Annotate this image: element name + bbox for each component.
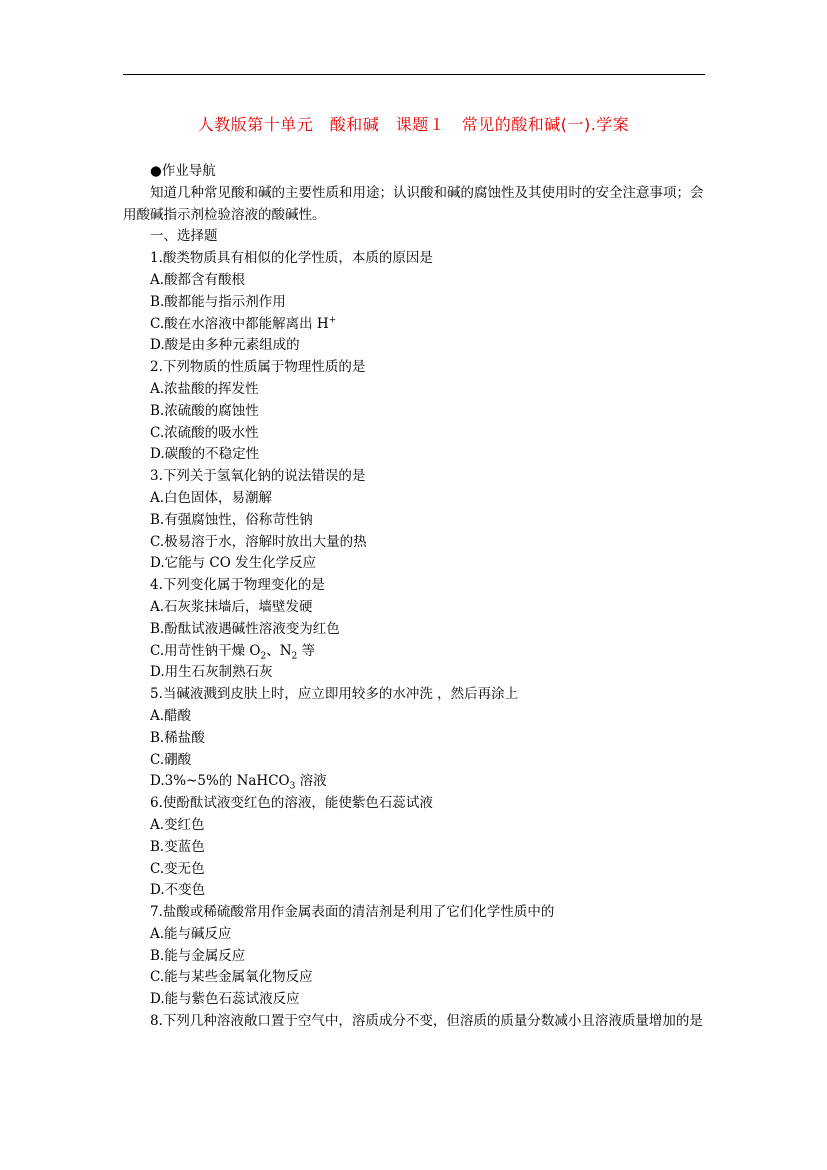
question-7-option-c: C.能与某些金属氧化物反应 <box>150 969 313 986</box>
question-3-stem: 3.下列关于氢氧化钠的说法错误的是 <box>150 468 366 485</box>
question-2-option-c: C.浓硫酸的吸水性 <box>150 424 259 441</box>
question-2-stem: 2.下列物质的性质属于物理性质的是 <box>150 359 366 376</box>
question-1-option-d: D.酸是由多种元素组成的 <box>150 337 300 354</box>
option-text: C.用苛性钠干燥 O <box>150 642 261 659</box>
question-1-stem: 1.酸类物质具有相似的化学性质，本质的原因是 <box>150 250 433 267</box>
question-6-option-a: A.变红色 <box>150 816 205 833</box>
option-text: C.酸在水溶液中都能解离出 H <box>150 315 329 332</box>
question-6-option-d: D.不变色 <box>150 882 206 899</box>
guide-text: 知道几种常见酸和碱的主要性质和用途；认识酸和碱的腐蚀性及其使用时的安全注意事项；会用酸碱指示剂检验溶液的酸碱性。 <box>123 184 704 223</box>
question-2-option-b: B.浓硫酸的腐蚀性 <box>150 402 259 419</box>
question-4-option-d: D.用生石灰制熟石灰 <box>150 664 273 681</box>
question-4-option-c <box>123 641 708 663</box>
option-text: D.3%~5%的 NaHCO <box>150 773 290 790</box>
option-text: 溶液 <box>295 773 327 790</box>
question-1-option-c <box>123 314 708 336</box>
question-7-option-b: B.能与金属反应 <box>150 947 246 964</box>
question-5-option-a: A.醋酸 <box>150 707 192 724</box>
section-title: 一、选择题 <box>150 228 218 245</box>
question-6-stem: 6.使酚酞试液变红色的溶液，能使紫色石蕊试液 <box>150 795 433 812</box>
question-4-option-b: B.酚酞试液遇碱性溶液变为红色 <box>150 620 340 637</box>
question-5-stem: 5.当碱液溅到皮肤上时，应立即用较多的水冲洗 ，然后再涂上 <box>150 686 519 703</box>
option-text: 等 <box>297 642 316 659</box>
guide-heading: ●作业导航 <box>150 163 216 179</box>
question-2-option-d: D.碳酸的不稳定性 <box>150 446 260 463</box>
question-5-option-c: C.硼酸 <box>150 751 192 768</box>
question-1-option-a: A.酸都含有酸根 <box>150 271 246 288</box>
question-6-option-c: C.变无色 <box>150 860 205 877</box>
subscript: 3 <box>289 782 296 792</box>
question-3-option-c: C.极易溶于水，溶解时放出大量的热 <box>150 533 367 550</box>
question-8-stem: 8.下列几种溶液敞口置于空气中，溶质成分不变，但溶质的质量分数减小且溶液质量增加的是 <box>150 1013 703 1030</box>
subscript: 2 <box>260 651 267 662</box>
question-7-option-a: A.能与碱反应 <box>150 925 232 942</box>
question-4-stem: 4.下列变化属于物理变化的是 <box>150 577 325 594</box>
superscript: + <box>328 315 337 326</box>
question-7-option-d: D.能与紫色石蕊试液反应 <box>150 991 300 1008</box>
question-3-option-d: D.它能与 CO 发生化学反应 <box>150 555 317 572</box>
question-5-option-d <box>123 771 708 793</box>
question-4-option-a: A.石灰浆抹墙后，墙壁发硬 <box>150 598 313 615</box>
question-1-option-b: B.酸都能与指示剂作用 <box>150 293 286 310</box>
question-3-option-a: A.白色固体，易潮解 <box>150 489 273 506</box>
question-2-option-a: A.浓盐酸的挥发性 <box>150 380 259 397</box>
header-rule <box>123 74 705 75</box>
document-body <box>123 161 708 1033</box>
option-text: 、N <box>266 642 292 659</box>
question-3-option-b: B.有强腐蚀性，俗称苛性钠 <box>150 511 313 528</box>
subscript: 2 <box>291 651 298 662</box>
question-7-stem: 7.盐酸或稀硫酸常用作金属表面的清洁剂是利用了它们化学性质中的 <box>150 904 555 921</box>
question-5-option-b: B.稀盐酸 <box>150 729 205 746</box>
question-6-option-b: B.变蓝色 <box>150 838 205 855</box>
page-title: 人教版第十单元 酸和碱 课题１ 常见的酸和碱(一).学案 <box>197 115 630 134</box>
